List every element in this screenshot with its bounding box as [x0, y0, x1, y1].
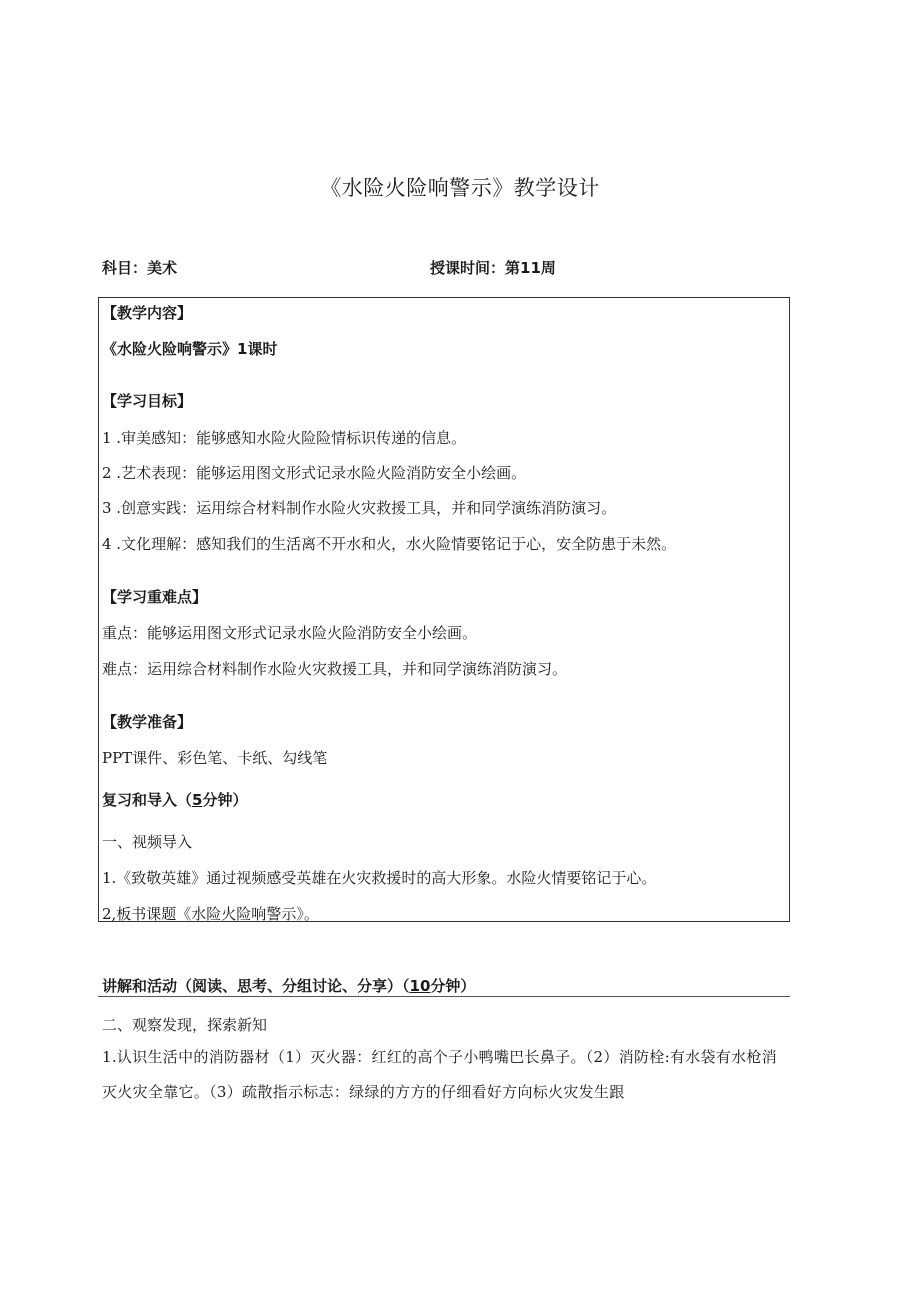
review-heading [102, 789, 247, 810]
subject-label: 科目：美术 [102, 259, 178, 277]
lecture-heading [102, 975, 475, 996]
key-points-heading: 【学习重难点】 [102, 588, 208, 606]
review-heading-suffix: 分钟） [202, 791, 248, 809]
content-line: 《水险火险响警示》1课时 [102, 340, 278, 358]
lecture-minutes: 10 [409, 977, 431, 995]
page-title: 《水险火险响警示》教学设计 [320, 176, 600, 200]
review-sub-heading: 一、视频导入 [102, 833, 193, 851]
review-heading-prefix: 复习和导入（ [102, 791, 193, 809]
prep-heading: 【教学准备】 [102, 713, 193, 731]
divider [98, 996, 790, 997]
goal-item: 4 .文化理解：感知我们的生活离不开水和火，水火险情要铭记于心，安全防患于未然。 [102, 535, 677, 553]
key-point: 重点：能够运用图文形式记录水险火险消防安全小绘画。 [102, 624, 478, 642]
lecture-sub-heading: 二、观察发现，探索新知 [102, 1016, 268, 1034]
lecture-heading-prefix: 讲解和活动（阅读、思考、分组讨论、分享）（ [102, 977, 410, 995]
lecture-paragraph: 1.认识生活中的消防器材（1）灭火器：红红的高个子小鸭嘴巴长鼻子。（2）消防栓:有水袋有水枪消灭火灾全靠它。（3）疏散指示标志：绿绿的方方的仔细看好方向标火灾发生跟 [102, 1048, 778, 1101]
goal-item: 1 .审美感知：能够感知水险火险险情标识传递的信息。 [102, 429, 467, 447]
goal-item: 3 .创意实践：运用综合材料制作水险火灾救援工具，并和同学演练消防演习。 [102, 499, 617, 517]
class-time-label: 授课时间：第11周 [430, 259, 556, 277]
review-minutes: 5 [192, 791, 203, 809]
difficult-point: 难点：运用综合材料制作水险火灾救援工具，并和同学演练消防演习。 [102, 660, 568, 678]
goals-heading: 【学习目标】 [102, 392, 193, 410]
lesson-content-box [98, 297, 790, 922]
lecture-heading-suffix: 分钟） [430, 977, 476, 995]
review-item: 1.《致敬英雄》通过视频感受英雄在火灾救援时的高大形象。水险火情要铭记于心。 [102, 869, 657, 887]
prep-line: PPT课件、彩色笔、卡纸、勾线笔 [102, 749, 328, 767]
content-heading: 【教学内容】 [102, 304, 193, 322]
review-item: 2,板书课题《水险火险响警示》。 [102, 905, 319, 923]
goal-item: 2 .艺术表现：能够运用图文形式记录水险火险消防安全小绘画。 [102, 464, 527, 482]
